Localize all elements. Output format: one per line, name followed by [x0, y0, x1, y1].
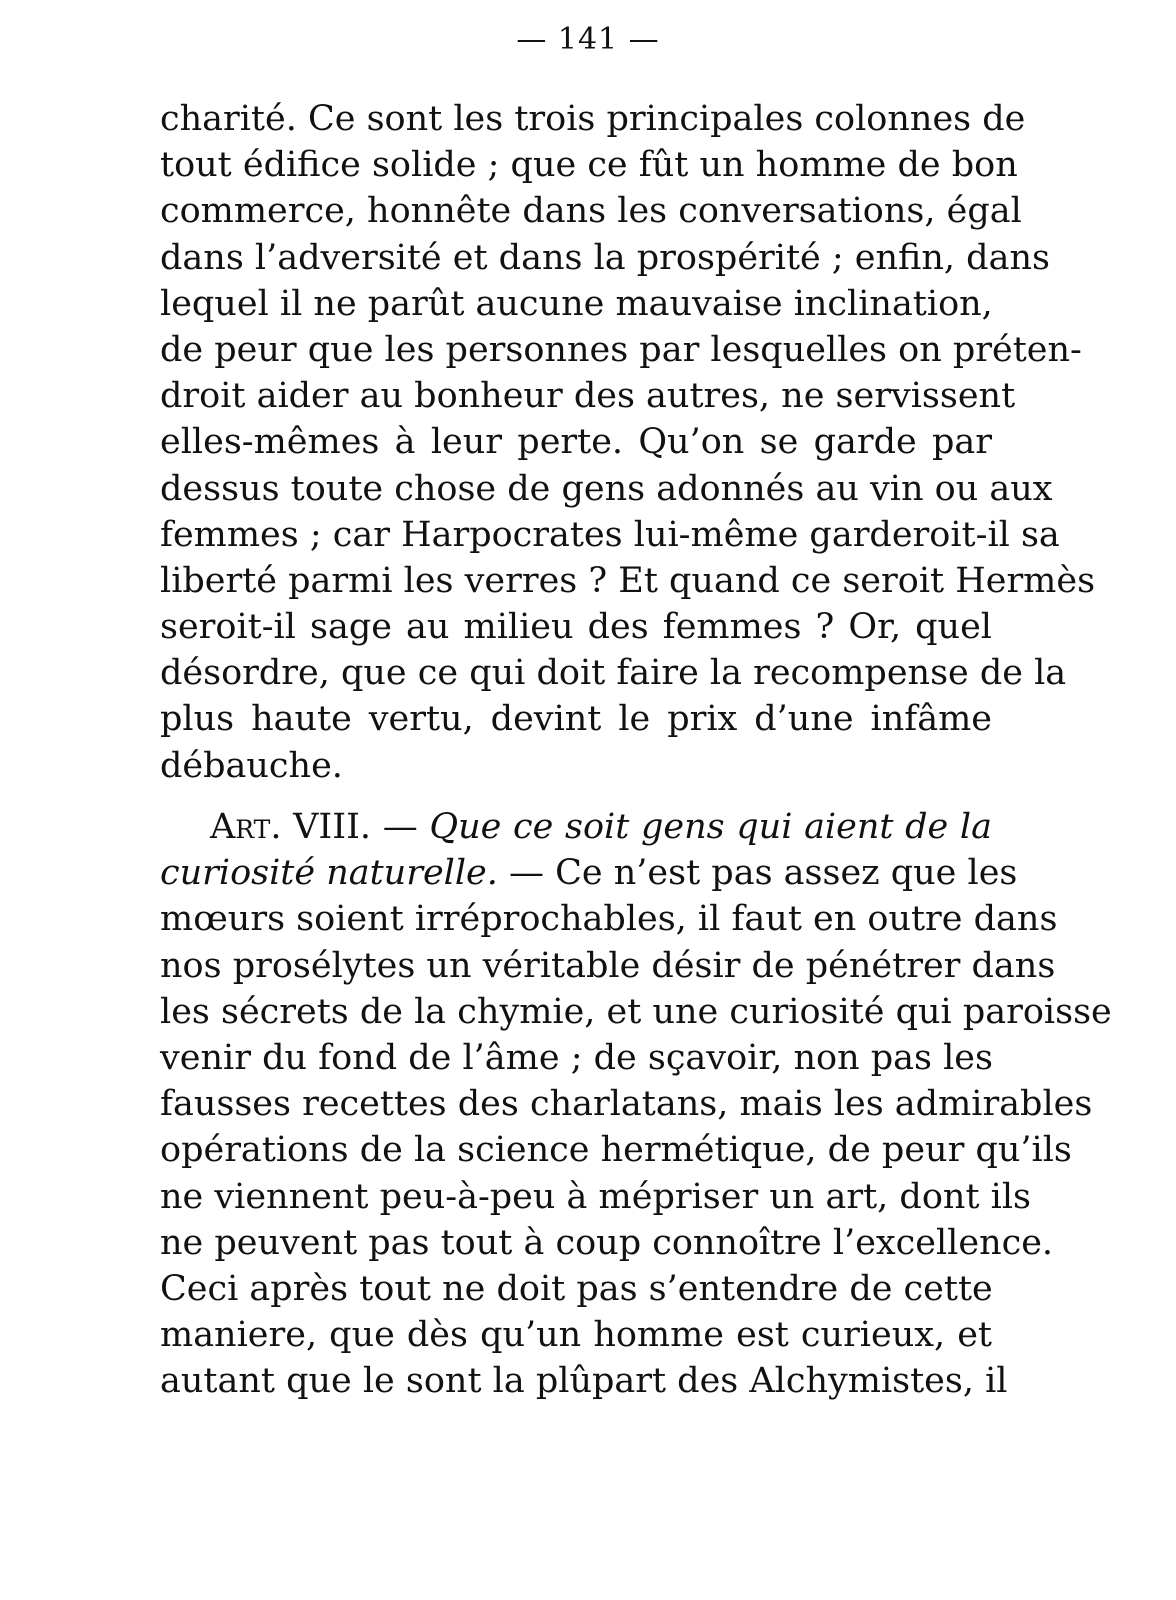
text-line: plus haute vertu, devint le prix d’une infâme: [160, 699, 992, 740]
text-line: seroit-il sage au milieu des femmes ? Or, quel: [160, 607, 992, 648]
text-line: venir du fond de l’âme ; de sçavoir, non pas les: [160, 1037, 993, 1078]
text-line: désordre, que ce qui doit faire la recompense de la: [160, 653, 1067, 694]
text-line: les sécrets de la chymie, et une curiosité qui paroisse: [160, 991, 1112, 1032]
text-line: ne viennent peu-à-peu à mépriser un art, dont ils: [160, 1176, 1031, 1217]
article-title-line: [160, 850, 1018, 896]
text-line: de peur que les personnes par lesquelles on préten-: [160, 329, 1082, 370]
article-title-continued: curiosité naturelle.: [160, 853, 498, 894]
text-line: débauche.: [160, 745, 343, 786]
text-line: charité. Ce sont les trois principales colonnes de: [160, 99, 1026, 139]
text-line: dans l’adversité et dans la prospérité ; enfin, dans: [160, 237, 1050, 278]
text-line: autant que le sont la plûpart des Alchymistes, il: [160, 1361, 1008, 1402]
text-line: nos prosélytes un véritable désir de pénétrer dans: [160, 945, 1056, 986]
heading-dash: —: [371, 807, 430, 847]
text-line: mœurs soient irréprochables, il faut en outre dans: [160, 899, 1058, 940]
text-line: dessus toute chose de gens adonnés au vin ou aux: [160, 468, 1053, 509]
paragraph-article-viii: [160, 804, 1112, 1404]
page-number: — 141 —: [516, 22, 660, 57]
text-line: Ceci après tout ne doit pas s’entendre de cette: [160, 1268, 993, 1309]
article-label: Art. VIII.: [210, 807, 372, 847]
text-line: liberté parmi les verres ? Et quand ce seroit Hermès: [160, 560, 1096, 601]
text-line: ne peuvent pas tout à coup connoître l’excellence.: [160, 1222, 1054, 1263]
text-line: maniere, que dès qu’un homme est curieux, et: [160, 1315, 992, 1356]
text-line: fausses recettes des charlatans, mais les admirables: [160, 1084, 1093, 1125]
text-line: tout édifice solide ; que ce fût un homme de bon: [160, 145, 1018, 186]
article-title: Que ce soit gens qui aient de la: [429, 807, 992, 847]
text-line: opérations de la science hermétique, de peur qu’ils: [160, 1130, 1072, 1171]
text-fragment: — Ce n’est pas assez que les: [497, 853, 1018, 894]
text-line: droit aider au bonheur des autres, ne servissent: [160, 376, 1016, 417]
text-line: elles-mêmes à leur perte. Qu’on se garde par: [160, 422, 992, 463]
text-line: femmes ; car Harpocrates lui-même garderoit-il sa: [160, 514, 1060, 555]
text-line: commerce, honnête dans les conversations, égal: [160, 191, 1022, 232]
text-line: lequel il ne parût aucune mauvaise inclination,: [160, 283, 993, 324]
article-heading-line: [160, 804, 992, 850]
paragraph-charite: [160, 96, 1096, 789]
